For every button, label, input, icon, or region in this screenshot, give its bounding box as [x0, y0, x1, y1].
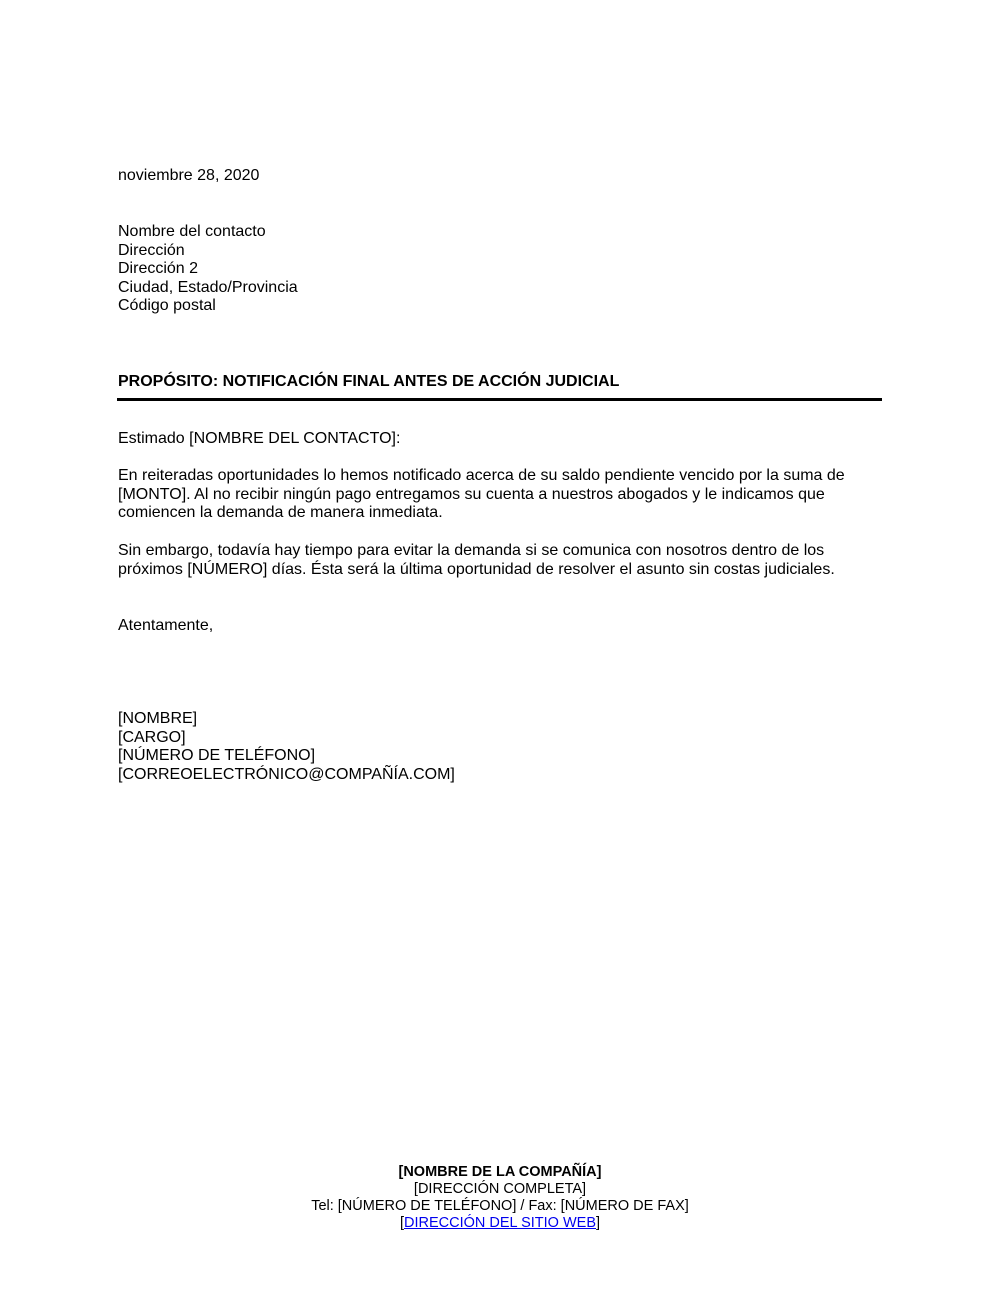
- footer: [0, 1164, 1000, 1232]
- paragraph-line: Sin embargo, todavía hay tiempo para evitar la demanda si se comunica con nosotros dentro de los: [118, 542, 825, 559]
- recipient-address-1: Dirección: [118, 241, 185, 259]
- footer-contact: Tel: [NÚMERO DE TELÉFONO] / Fax: [NÚMERO DE FAX]: [311, 1198, 689, 1214]
- recipient-postal-code: Código postal: [118, 297, 216, 315]
- signature-title: [CARGO]: [118, 728, 186, 746]
- greeting: Estimado [NOMBRE DEL CONTACTO]:: [118, 430, 401, 447]
- signature-email: [CORREOELECTRÓNICO@COMPAÑÍA.COM]: [118, 765, 455, 783]
- paragraph-line: próximos [NÚMERO] días. Ésta será la última oportunidad de resolver el asunto sin costas judiciales.: [118, 560, 835, 578]
- subject-divider: [117, 398, 882, 401]
- footer-company-name: [NOMBRE DE LA COMPAÑÍA]: [398, 1164, 602, 1180]
- recipient-city-state: Ciudad, Estado/Provincia: [118, 278, 298, 296]
- bracket-close: ]: [596, 1215, 601, 1231]
- footer-address: [DIRECCIÓN COMPLETA]: [413, 1181, 587, 1197]
- signature-phone: [NÚMERO DE TELÉFONO]: [118, 747, 316, 765]
- signature-block: [118, 710, 455, 784]
- subject-heading: PROPÓSITO: NOTIFICACIÓN FINAL ANTES DE ACCIÓN JUDICIAL: [118, 373, 620, 390]
- recipient-address-2: Dirección 2: [118, 260, 199, 278]
- paragraph-line: comiencen la demanda de manera inmediata.: [118, 504, 443, 521]
- closing: Atentamente,: [118, 617, 214, 634]
- body-paragraph-1: [118, 467, 888, 523]
- recipient-name: Nombre del contacto: [118, 223, 266, 240]
- recipient-block: [118, 223, 298, 316]
- bracket-open: [: [399, 1215, 404, 1231]
- paragraph-line: [MONTO]. Al no recibir ningún pago entregamos su cuenta a nuestros abogados y le indicamos que: [118, 485, 825, 503]
- paragraph-line: En reiteradas oportunidades lo hemos notificado acerca de su saldo pendiente vencido por la suma de: [118, 467, 845, 484]
- signature-name: [NOMBRE]: [118, 710, 198, 727]
- body-paragraph-2: [118, 542, 888, 579]
- footer-website: [0, 1215, 1000, 1232]
- letter-date: noviembre 28, 2020: [118, 167, 260, 184]
- website-link[interactable]: DIRECCIÓN DEL SITIO WEB: [403, 1215, 596, 1231]
